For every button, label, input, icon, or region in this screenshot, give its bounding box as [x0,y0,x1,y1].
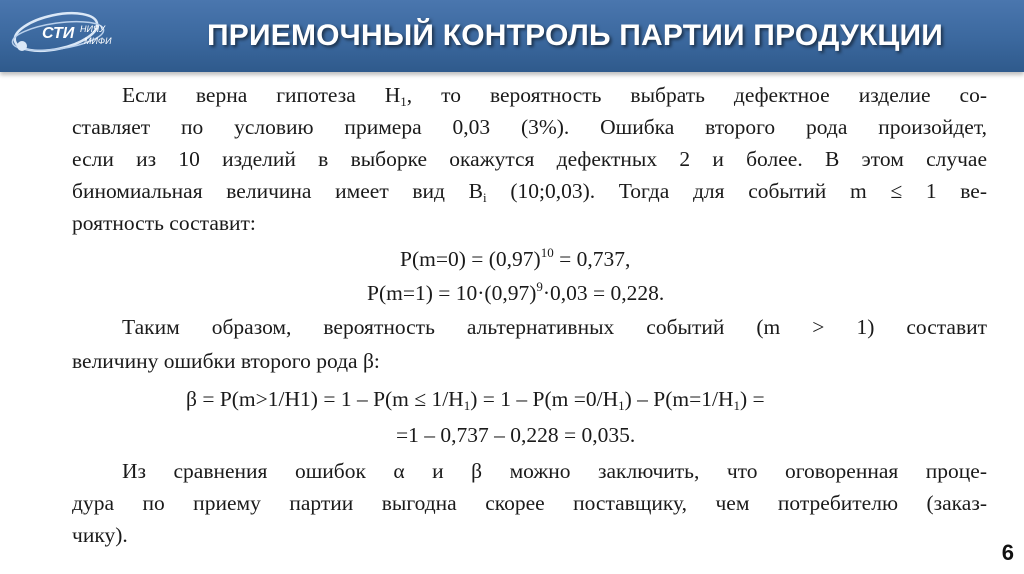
page-number: 6 [1001,540,1014,565]
paragraph-3-line-1: Из сравнения ошибок α и β можно заключить, что оговоренная проце- [122,459,987,483]
paragraph-1-line-4: биномиальная величина имеет вид $B_i$ (10;0,03). Тогда для событий m ≤ 1 ве- [72,179,987,205]
slide-title: ПРИЕМОЧНЫЙ КОНТРОЛЬ ПАРТИИ ПРОДУКЦИИ [207,19,943,52]
paragraph-1-line-5: роятность составит: [72,211,256,235]
logo-sub-text-2: МИФИ [84,36,112,46]
paragraph-2-line-1: Таким образом, вероятность альтернативных событий (m > 1) составит [122,315,987,339]
formula-p-m0: $P(m=0) = (0,97)^{10} = 0,737$, [400,245,631,271]
formula-beta: $\beta = P(m>1/H1) = 1 - P(m \le 1/H_1) = 1 - P(m =0/H_1) - P(m=1/H_1)$ = [186,387,765,413]
paragraph-1-line-2: ставляет по условию примера 0,03 (3%). Ошибка второго рода произойдет, [72,115,987,139]
paragraph-1-line-1: Если верна гипотеза $H_1$, то вероятность выбрать дефектное изделие со- [122,83,987,109]
logo-main-text: СТИ [42,25,75,42]
paragraph-2-line-2: величину ошибки второго рода β: [72,349,380,373]
formula-p-m1: $P(m=1) = 10\cdot(0,97)^9\cdot 0,03 = 0,228$. [367,279,665,305]
slide-header [0,0,1024,72]
paragraph-3-line-3: чику). [72,523,128,547]
paragraph-1-line-3: если из 10 изделий в выборке окажутся дефектных 2 и более. В этом случае [72,147,987,171]
paragraph-3-line-2: дура по приему партии выгодна скорее поставщику, чем потребителю (заказ- [72,491,987,515]
logo-sub-text-1: НИЯУ [80,24,105,34]
formula-beta-result: =1 – 0,737 – 0,228 = 0,035. [396,423,636,447]
institute-logo [8,8,126,60]
